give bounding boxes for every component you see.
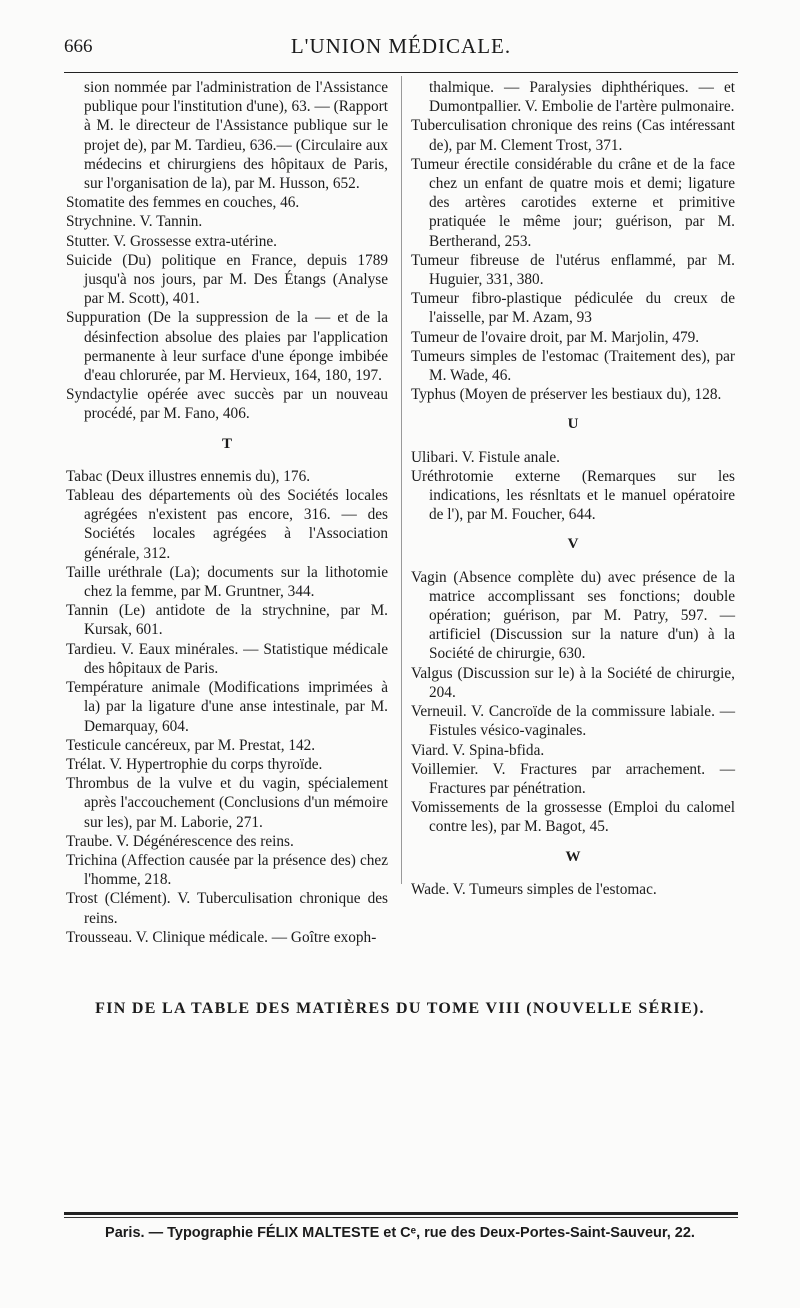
index-entry: Syndactylie opérée avec succès par un nouveau procédé, par M. Fano, 406. <box>66 386 388 423</box>
page-number: 666 <box>64 36 93 57</box>
index-entry: Viard. V. Spina-bfida. <box>411 741 545 759</box>
index-entry: Thrombus de la vulve et du vagin, spécialement après l'accouchement (Conclusions d'un mémoire sur les), par M. Laborie, 271. <box>66 775 388 831</box>
index-entry: Tumeur fibreuse de l'utérus enflammé, par M. Huguier, 331, 380. <box>411 251 735 289</box>
right-column <box>411 78 735 899</box>
index-entry: Suicide (Du) politique en France, depuis 1789 jusqu'à nos jours, par M. Des Étangs (Analyse par M. Scott), 401. <box>66 251 388 308</box>
index-entry: Tannin (Le) antidote de la strychnine, par M. Kursak, 601. <box>66 602 388 639</box>
index-entry: Trélat. V. Hypertrophie du corps thyroïde. <box>66 755 323 773</box>
section-letter-v: V <box>567 536 579 553</box>
index-entry: Stomatite des femmes en couches, 46. <box>66 194 300 212</box>
index-entry: Valgus (Discussion sur le) à la Société de chirurgie, 204. <box>411 664 735 701</box>
index-entry: Trousseau. V. Clinique médicale. — Goître exoph- <box>66 928 377 946</box>
index-entry: sion nommée par l'administration de l'Assistance publique pour l'institution d'une), 63. — (Rapport à M. le directeur de l'Assistance publique sur le projet de), par M. Tardieu, 636.— (Circulaire aux médecins et chirurgiens des hôpitaux de Paris, sur l'organisation de la), par M. Husson, 652. <box>84 79 388 193</box>
index-entry: Taille uréthrale (La); documents sur la lithotomie chez la femme, par M. Gruntner, 344. <box>66 563 388 601</box>
footer-rule-thin <box>64 1217 738 1218</box>
index-entry: Stutter. V. Grossesse extra-utérine. <box>66 232 278 250</box>
index-entry: Voillemier. V. Fractures par arrachement. — Fractures par pénétration. <box>411 760 735 797</box>
index-entry: Verneuil. V. Cancroïde de la commissure labiale. — Fistules vésico-vaginales. <box>411 703 735 740</box>
column-separator <box>401 76 402 884</box>
section-letter-w: W <box>565 848 581 865</box>
index-entry: Suppuration (De la suppression de la — et de la désinfection absolue des plaies par l'application permanente à leur surface d'une éponge imbibée d'eau chlorurée, par M. Hervieux, 164, 180, 197. <box>66 309 388 385</box>
index-entry: Ulibari. V. Fistule anale. <box>411 448 560 466</box>
index-entry: Wade. V. Tumeurs simples de l'estomac. <box>411 880 657 898</box>
index-entry: Tardieu. V. Eaux minérales. — Statistique médicale des hôpitaux de Paris. <box>66 640 388 677</box>
index-entry: Vomissements de la grossesse (Emploi du calomel contre les), par M. Bagot, 45. <box>411 799 735 836</box>
index-entry: Tumeur fibro-plastique pédiculée du creux de l'aisselle, par M. Azam, 93 <box>411 290 735 327</box>
index-entry: Testicule cancéreux, par M. Prestat, 142. <box>66 736 316 754</box>
index-entry: Tabac (Deux illustres ennemis du), 176. <box>66 467 311 485</box>
page-header <box>64 26 738 60</box>
index-entry: Tumeur de l'ovaire droit, par M. Marjolin, 479. <box>411 328 700 346</box>
index-entry: Typhus (Moyen de préserver les bestiaux du), 128. <box>411 386 722 404</box>
section-letter-t: T <box>221 435 232 452</box>
header-rule <box>64 72 738 73</box>
index-entry: Trost (Clément). V. Tuberculisation chronique des reins. <box>66 890 388 927</box>
index-entry: Uréthrotomie externe (Remarques sur les indications, les résnltats et le manuel opératoire de l'), par M. Foucher, 644. <box>411 467 735 524</box>
end-of-table-notice: FIN DE LA TABLE DES MATIÈRES DU TOME VIII (NOUVELLE SÉRIE). <box>95 1000 705 1017</box>
footer-rule <box>64 1212 738 1215</box>
index-entry: Strychnine. V. Tannin. <box>66 213 203 231</box>
printer-imprint: Paris. — Typographie FÉLIX MALTESTE et Cᵉ, rue des Deux-Portes-Saint-Sauveur, 22. <box>105 1225 695 1241</box>
section-letter-u: U <box>567 416 579 433</box>
index-entry: Trichina (Affection causée par la présence des) chez l'homme, 218. <box>66 851 388 889</box>
index-entry: Tuberculisation chronique des reins (Cas intéressant de), par M. Clement Trost, 371. <box>411 117 735 154</box>
running-title: L'UNION MÉDICALE. <box>290 34 512 58</box>
index-entry: Température animale (Modifications imprimées à la) par la ligature d'une anse intestinale, par M. Demarquay, 604. <box>66 679 388 735</box>
index-entry: Tumeur érectile considérable du crâne et de la face chez un enfant de quatre mois et demi; ligature des artères carotides externe et primitive pratiquée le même jour; guérison, par M. Bertherand, 253. <box>411 155 735 250</box>
left-column <box>66 78 388 947</box>
index-entry: Tumeurs simples de l'estomac (Traitement des), par M. Wade, 46. <box>411 347 735 385</box>
index-entry: Traube. V. Dégénérescence des reins. <box>66 832 294 850</box>
index-entry: thalmique. — Paralysies diphthériques. — et Dumontpallier. V. Embolie de l'artère pulmonaire. <box>429 79 735 116</box>
index-entry: Tableau des départements où des Sociétés locales agrégées n'existent pas encore, 316. — des Sociétés locales agrégées à l'Association générale, 312. <box>66 487 388 562</box>
index-entry: Vagin (Absence complète du) avec présence de la matrice accomplissant ses fonctions; double opération; guérison, par M. Patry, 597. — artificiel (Discussion sur la nature d'un) à la Société de chirurgie, 630. <box>411 568 735 663</box>
